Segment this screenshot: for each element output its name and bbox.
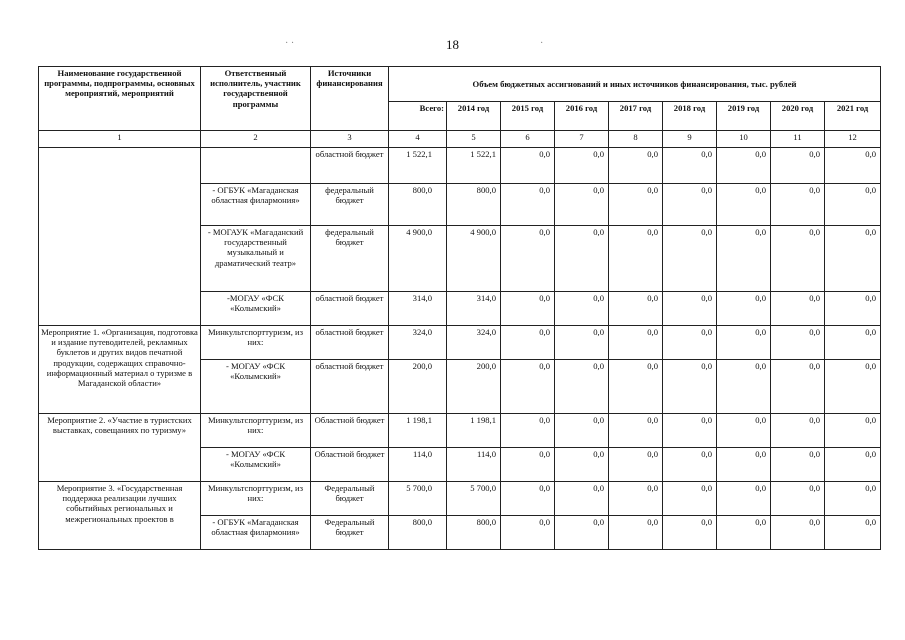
year-value-cell: 0,0: [717, 226, 771, 292]
total-cell: 800,0: [389, 516, 447, 550]
year-value-cell: 800,0: [447, 184, 501, 226]
total-cell: 1 522,1: [389, 148, 447, 184]
year-value-cell: 0,0: [825, 148, 881, 184]
table-row: [39, 482, 881, 516]
year-value-cell: 0,0: [771, 448, 825, 482]
column-number: 9: [663, 131, 717, 148]
column-number: 1: [39, 131, 201, 148]
header-year: 2015 год: [501, 102, 555, 131]
year-value-cell: 0,0: [717, 184, 771, 226]
year-value-cell: 0,0: [825, 226, 881, 292]
year-value-cell: 0,0: [663, 516, 717, 550]
year-value-cell: 0,0: [663, 148, 717, 184]
executor-cell: Минкультспорттуризм, из них:: [201, 326, 311, 360]
year-value-cell: 0,0: [663, 326, 717, 360]
total-cell: 800,0: [389, 184, 447, 226]
header-year: 2019 год: [717, 102, 771, 131]
year-value-cell: 0,0: [717, 326, 771, 360]
column-number: 2: [201, 131, 311, 148]
executor-cell: - МОГАУ «ФСК «Колымский»: [201, 360, 311, 414]
year-value-cell: 0,0: [717, 148, 771, 184]
year-value-cell: 0,0: [717, 482, 771, 516]
year-value-cell: 0,0: [825, 516, 881, 550]
year-value-cell: 0,0: [771, 148, 825, 184]
budget-table: [38, 66, 881, 550]
year-value-cell: 0,0: [555, 448, 609, 482]
year-value-cell: 324,0: [447, 326, 501, 360]
measure-name: Мероприятие 1. «Организация, подготовка и издание путеводителей, рекламных буклетов и других видов печатной продукции, содержащих справочно-информационный материал о туризме в Магаданской области»: [39, 326, 201, 414]
year-value-cell: 0,0: [825, 326, 881, 360]
year-value-cell: 0,0: [825, 360, 881, 414]
year-value-cell: 114,0: [447, 448, 501, 482]
column-number: 7: [555, 131, 609, 148]
column-number: 6: [501, 131, 555, 148]
year-value-cell: 0,0: [501, 448, 555, 482]
year-value-cell: 0,0: [501, 414, 555, 448]
year-value-cell: 0,0: [663, 292, 717, 326]
year-value-cell: 0,0: [555, 516, 609, 550]
total-cell: 1 198,1: [389, 414, 447, 448]
year-value-cell: 0,0: [771, 184, 825, 226]
executor-cell: - ОГБУК «Магаданская областная филармония»: [201, 516, 311, 550]
column-number: 5: [447, 131, 501, 148]
year-value-cell: 200,0: [447, 360, 501, 414]
year-value-cell: 0,0: [609, 414, 663, 448]
source-cell: федеральный бюджет: [311, 184, 389, 226]
year-value-cell: 0,0: [609, 360, 663, 414]
year-value-cell: 0,0: [717, 448, 771, 482]
header-year: 2020 год: [771, 102, 825, 131]
year-value-cell: 0,0: [609, 184, 663, 226]
source-cell: областной бюджет: [311, 148, 389, 184]
year-value-cell: 0,0: [609, 482, 663, 516]
column-number: 10: [717, 131, 771, 148]
year-value-cell: 0,0: [825, 414, 881, 448]
scan-speck: ·: [540, 38, 544, 49]
header-year: 2017 год: [609, 102, 663, 131]
year-value-cell: 0,0: [609, 226, 663, 292]
year-value-cell: 0,0: [663, 184, 717, 226]
source-cell: областной бюджет: [311, 326, 389, 360]
year-value-cell: 0,0: [555, 184, 609, 226]
source-cell: областной бюджет: [311, 360, 389, 414]
header-year: 2021 год: [825, 102, 881, 131]
year-value-cell: 314,0: [447, 292, 501, 326]
year-value-cell: 1 522,1: [447, 148, 501, 184]
column-numbers-row: [39, 131, 881, 148]
executor-cell: - МОГАУК «Магаданский государственный музыкальный и драматический театр»: [201, 226, 311, 292]
year-value-cell: 1 198,1: [447, 414, 501, 448]
total-cell: 314,0: [389, 292, 447, 326]
table-row: [39, 148, 881, 184]
year-value-cell: 0,0: [771, 414, 825, 448]
year-value-cell: 0,0: [825, 448, 881, 482]
year-value-cell: 0,0: [555, 326, 609, 360]
executor-cell: Минкультспорттуризм, из них:: [201, 414, 311, 448]
year-value-cell: 0,0: [717, 292, 771, 326]
total-cell: 114,0: [389, 448, 447, 482]
year-value-cell: 0,0: [825, 482, 881, 516]
year-value-cell: 0,0: [501, 326, 555, 360]
year-value-cell: 0,0: [609, 292, 663, 326]
header-row: [39, 67, 881, 102]
table-row: [39, 326, 881, 360]
year-value-cell: 0,0: [771, 482, 825, 516]
column-number: 3: [311, 131, 389, 148]
header-source: Источники финансирования: [311, 67, 389, 131]
year-value-cell: 0,0: [501, 292, 555, 326]
executor-cell: - ОГБУК «Магаданская областная филармония»: [201, 184, 311, 226]
year-value-cell: 0,0: [717, 414, 771, 448]
year-value-cell: 5 700,0: [447, 482, 501, 516]
year-value-cell: 0,0: [771, 226, 825, 292]
header-executor: Ответственный исполнитель, участник государственной программы: [201, 67, 311, 131]
year-value-cell: 0,0: [501, 516, 555, 550]
header-name: Наименование государственной программы, подпрограммы, основных мероприятий, мероприятий: [39, 67, 201, 131]
executor-cell: - МОГАУ «ФСК «Колымский»: [201, 448, 311, 482]
total-cell: 4 900,0: [389, 226, 447, 292]
column-number: 8: [609, 131, 663, 148]
year-value-cell: 0,0: [717, 516, 771, 550]
year-value-cell: 0,0: [663, 448, 717, 482]
executor-cell: [201, 148, 311, 184]
source-cell: Областной бюджет: [311, 448, 389, 482]
year-value-cell: 0,0: [555, 482, 609, 516]
executor-cell: Минкультспорттуризм, из них:: [201, 482, 311, 516]
year-value-cell: 0,0: [501, 482, 555, 516]
year-value-cell: 0,0: [501, 184, 555, 226]
table-row: [39, 414, 881, 448]
measure-name: [39, 148, 201, 326]
total-cell: 200,0: [389, 360, 447, 414]
source-cell: федеральный бюджет: [311, 226, 389, 292]
source-cell: областной бюджет: [311, 292, 389, 326]
year-value-cell: 0,0: [663, 414, 717, 448]
year-value-cell: 0,0: [609, 326, 663, 360]
header-volume: Объем бюджетных ассигнований и иных источников финансирования, тыс. рублей: [389, 67, 881, 102]
column-number: 12: [825, 131, 881, 148]
source-cell: Областной бюджет: [311, 414, 389, 448]
header-year: 2018 год: [663, 102, 717, 131]
year-value-cell: 0,0: [717, 360, 771, 414]
header-year: 2014 год: [447, 102, 501, 131]
year-value-cell: 0,0: [555, 360, 609, 414]
year-value-cell: 800,0: [447, 516, 501, 550]
year-value-cell: 0,0: [663, 482, 717, 516]
header-total: Всего:: [389, 102, 447, 131]
year-value-cell: 0,0: [609, 516, 663, 550]
measure-name: Мероприятие 3. «Государственная поддержка реализации лучших событийных региональных и межрегиональных проектов в: [39, 482, 201, 550]
column-number: 11: [771, 131, 825, 148]
year-value-cell: 0,0: [501, 148, 555, 184]
year-value-cell: 0,0: [609, 448, 663, 482]
total-cell: 5 700,0: [389, 482, 447, 516]
year-value-cell: 0,0: [663, 360, 717, 414]
year-value-cell: 0,0: [501, 360, 555, 414]
year-value-cell: 0,0: [501, 226, 555, 292]
scan-speck: · ·: [285, 38, 295, 49]
measure-name: Мероприятие 2. «Участие в туристских выставках, совещаниях по туризму»: [39, 414, 201, 482]
year-value-cell: 0,0: [825, 184, 881, 226]
year-value-cell: 0,0: [555, 148, 609, 184]
year-value-cell: 4 900,0: [447, 226, 501, 292]
year-value-cell: 0,0: [555, 292, 609, 326]
page-number: 18: [446, 37, 459, 52]
year-value-cell: 0,0: [771, 326, 825, 360]
executor-cell: -МОГАУ «ФСК «Колымский»: [201, 292, 311, 326]
column-number: 4: [389, 131, 447, 148]
year-value-cell: 0,0: [555, 226, 609, 292]
source-cell: Федеральный бюджет: [311, 482, 389, 516]
year-value-cell: 0,0: [771, 360, 825, 414]
year-value-cell: 0,0: [825, 292, 881, 326]
year-value-cell: 0,0: [771, 292, 825, 326]
header-year: 2016 год: [555, 102, 609, 131]
source-cell: Федеральный бюджет: [311, 516, 389, 550]
total-cell: 324,0: [389, 326, 447, 360]
year-value-cell: 0,0: [771, 516, 825, 550]
year-value-cell: 0,0: [609, 148, 663, 184]
year-value-cell: 0,0: [663, 226, 717, 292]
year-value-cell: 0,0: [555, 414, 609, 448]
